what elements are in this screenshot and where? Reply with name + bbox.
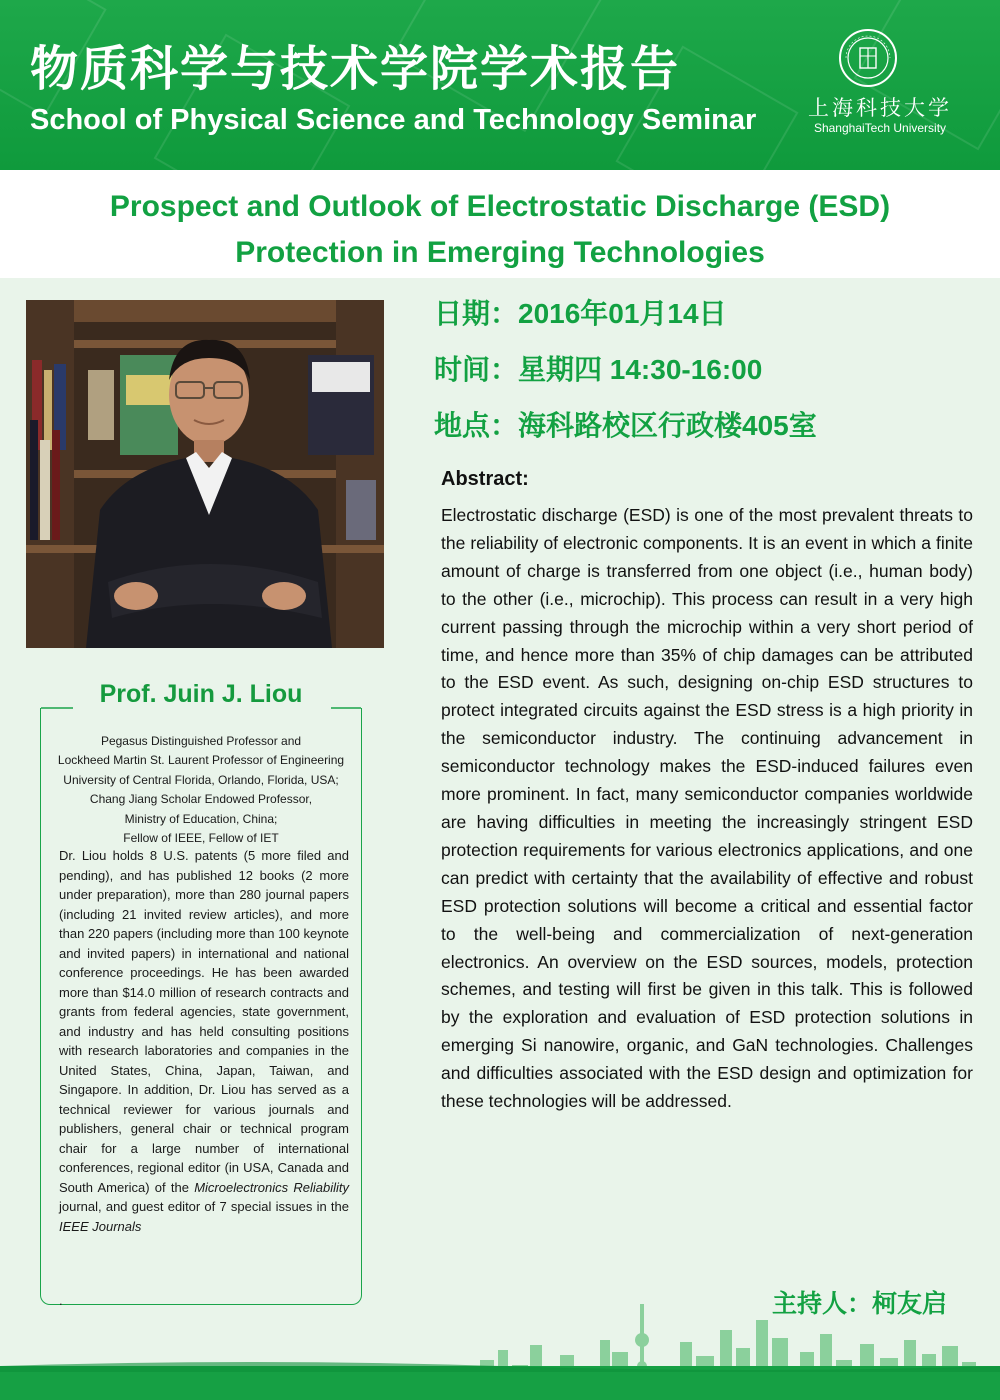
speaker-title-line: Lockheed Martin St. Laurent Professor of Engineering xyxy=(57,753,345,768)
seminar-title-cn: 物质科学与技术学院学术报告 xyxy=(30,43,681,96)
talk-title-band xyxy=(0,170,1000,278)
talk-title-line-2: Protection in Emerging Technologies xyxy=(235,236,765,269)
bio-end-mark: . xyxy=(59,1293,63,1308)
host-line: 主持人：柯友启 xyxy=(772,1290,948,1318)
seminar-title-en: School of Physical Science and Technology Seminar xyxy=(30,104,757,136)
speaker-title-line: Ministry of Education, China; xyxy=(124,811,278,826)
event-place: 地点：海科路校区行政楼405室 xyxy=(434,410,817,441)
university-name-cn: 上海科技大学 xyxy=(808,96,952,120)
header-banner xyxy=(0,0,1000,170)
city-skyline-decoration xyxy=(0,1290,1000,1400)
university-seal-icon xyxy=(838,28,898,88)
abstract-text: Electrostatic discharge (ESD) is one of the most prevalent threats to the reliability of electronic components. It is an event in which a finite amount of charge is transferred from one object (i.e., human body) to the other (i.e., microchip). This process can result in a very high current passing through the microchip within a very short period of time, and hence more than 35% of chip damages can be attributed to the ESD event. As such, designing on-chip ESD structures to protect integrated circuits against the ESD stress is a high priority in the semiconductor industry. The continuing advancement in semiconductor technology makes the ESD-induced failures even more prominent. In fact, many semiconductor companies worldwide are having difficulties in meeting the increasingly stringent ESD protection requirements for various electronics applications, and one can predict with certainty that the availability of effective and robust ESD protection solutions will become a critical and essential factor to the well-being and commercialization of next-generation electronics. An overview on the ESD sources, models, protection schemes, and testing will first be given in this talk. This is followed by the exploration and evaluation of ESD protection solutions in emerging Si nanowire, organic, and GaN technologies. Challenges and difficulties associated with the ESD design and optimization for these technologies will be addressed. xyxy=(441,505,973,1112)
bio-box-top-border xyxy=(41,707,361,710)
university-name-en: ShanghaiTech University xyxy=(813,121,947,135)
bio-text-part: Dr. Liou holds 8 U.S. patents (5 more filed and pending), and has published 12 books (2 more under preparation), more than 280 journal papers (including 21 invited review articles), and more than 220 papers (including more than 100 keynote and invited papers) in international and national conference proceedings. He has been awarded more than $14.0 million of research contracts and grants from federal agencies, state government, and industry and has held consulting positions with research laboratories and companies in the United States, China, Japan, Taiwan, and Singapore. In addition, Dr. Liou has served as a technical reviewer for various journals and publishers, general chair or technical program chair for a large number of international conferences, regional editor (in USA, Canada and South America) of the xyxy=(59,848,349,1195)
speaker-bio-box xyxy=(40,708,362,1308)
speaker-bio xyxy=(59,846,349,1236)
university-logo xyxy=(790,28,970,143)
speaker-title-line: University of Central Florida, Orlando, Florida, USA; xyxy=(63,772,339,787)
speaker-title-line: Chang Jiang Scholar Endowed Professor, xyxy=(89,792,313,807)
speaker-title-line: Fellow of IEEE, Fellow of IET xyxy=(123,831,279,846)
event-time: 时间：星期四 14:30-16:00 xyxy=(434,354,763,385)
bio-journal-name: Microelectronics Reliability xyxy=(194,1179,350,1195)
speaker-title-line: Pegasus Distinguished Professor and xyxy=(100,734,302,748)
bio-journal-name: IEEE Journals xyxy=(59,1218,142,1234)
speaker-photo-illustration xyxy=(26,300,384,648)
speaker-name: Prof. Juin J. Liou xyxy=(99,680,303,708)
speaker-photo xyxy=(26,300,384,648)
event-date: 日期：2016年01月14日 xyxy=(434,298,727,329)
talk-title xyxy=(30,184,970,276)
speaker-titles xyxy=(47,732,355,848)
talk-title-line-1: Prospect and Outlook of Electrostatic Discharge (ESD) xyxy=(109,190,891,223)
bio-text-part: journal, and guest editor of 7 special issues in the xyxy=(59,1199,349,1214)
abstract-heading: Abstract: xyxy=(441,468,529,490)
